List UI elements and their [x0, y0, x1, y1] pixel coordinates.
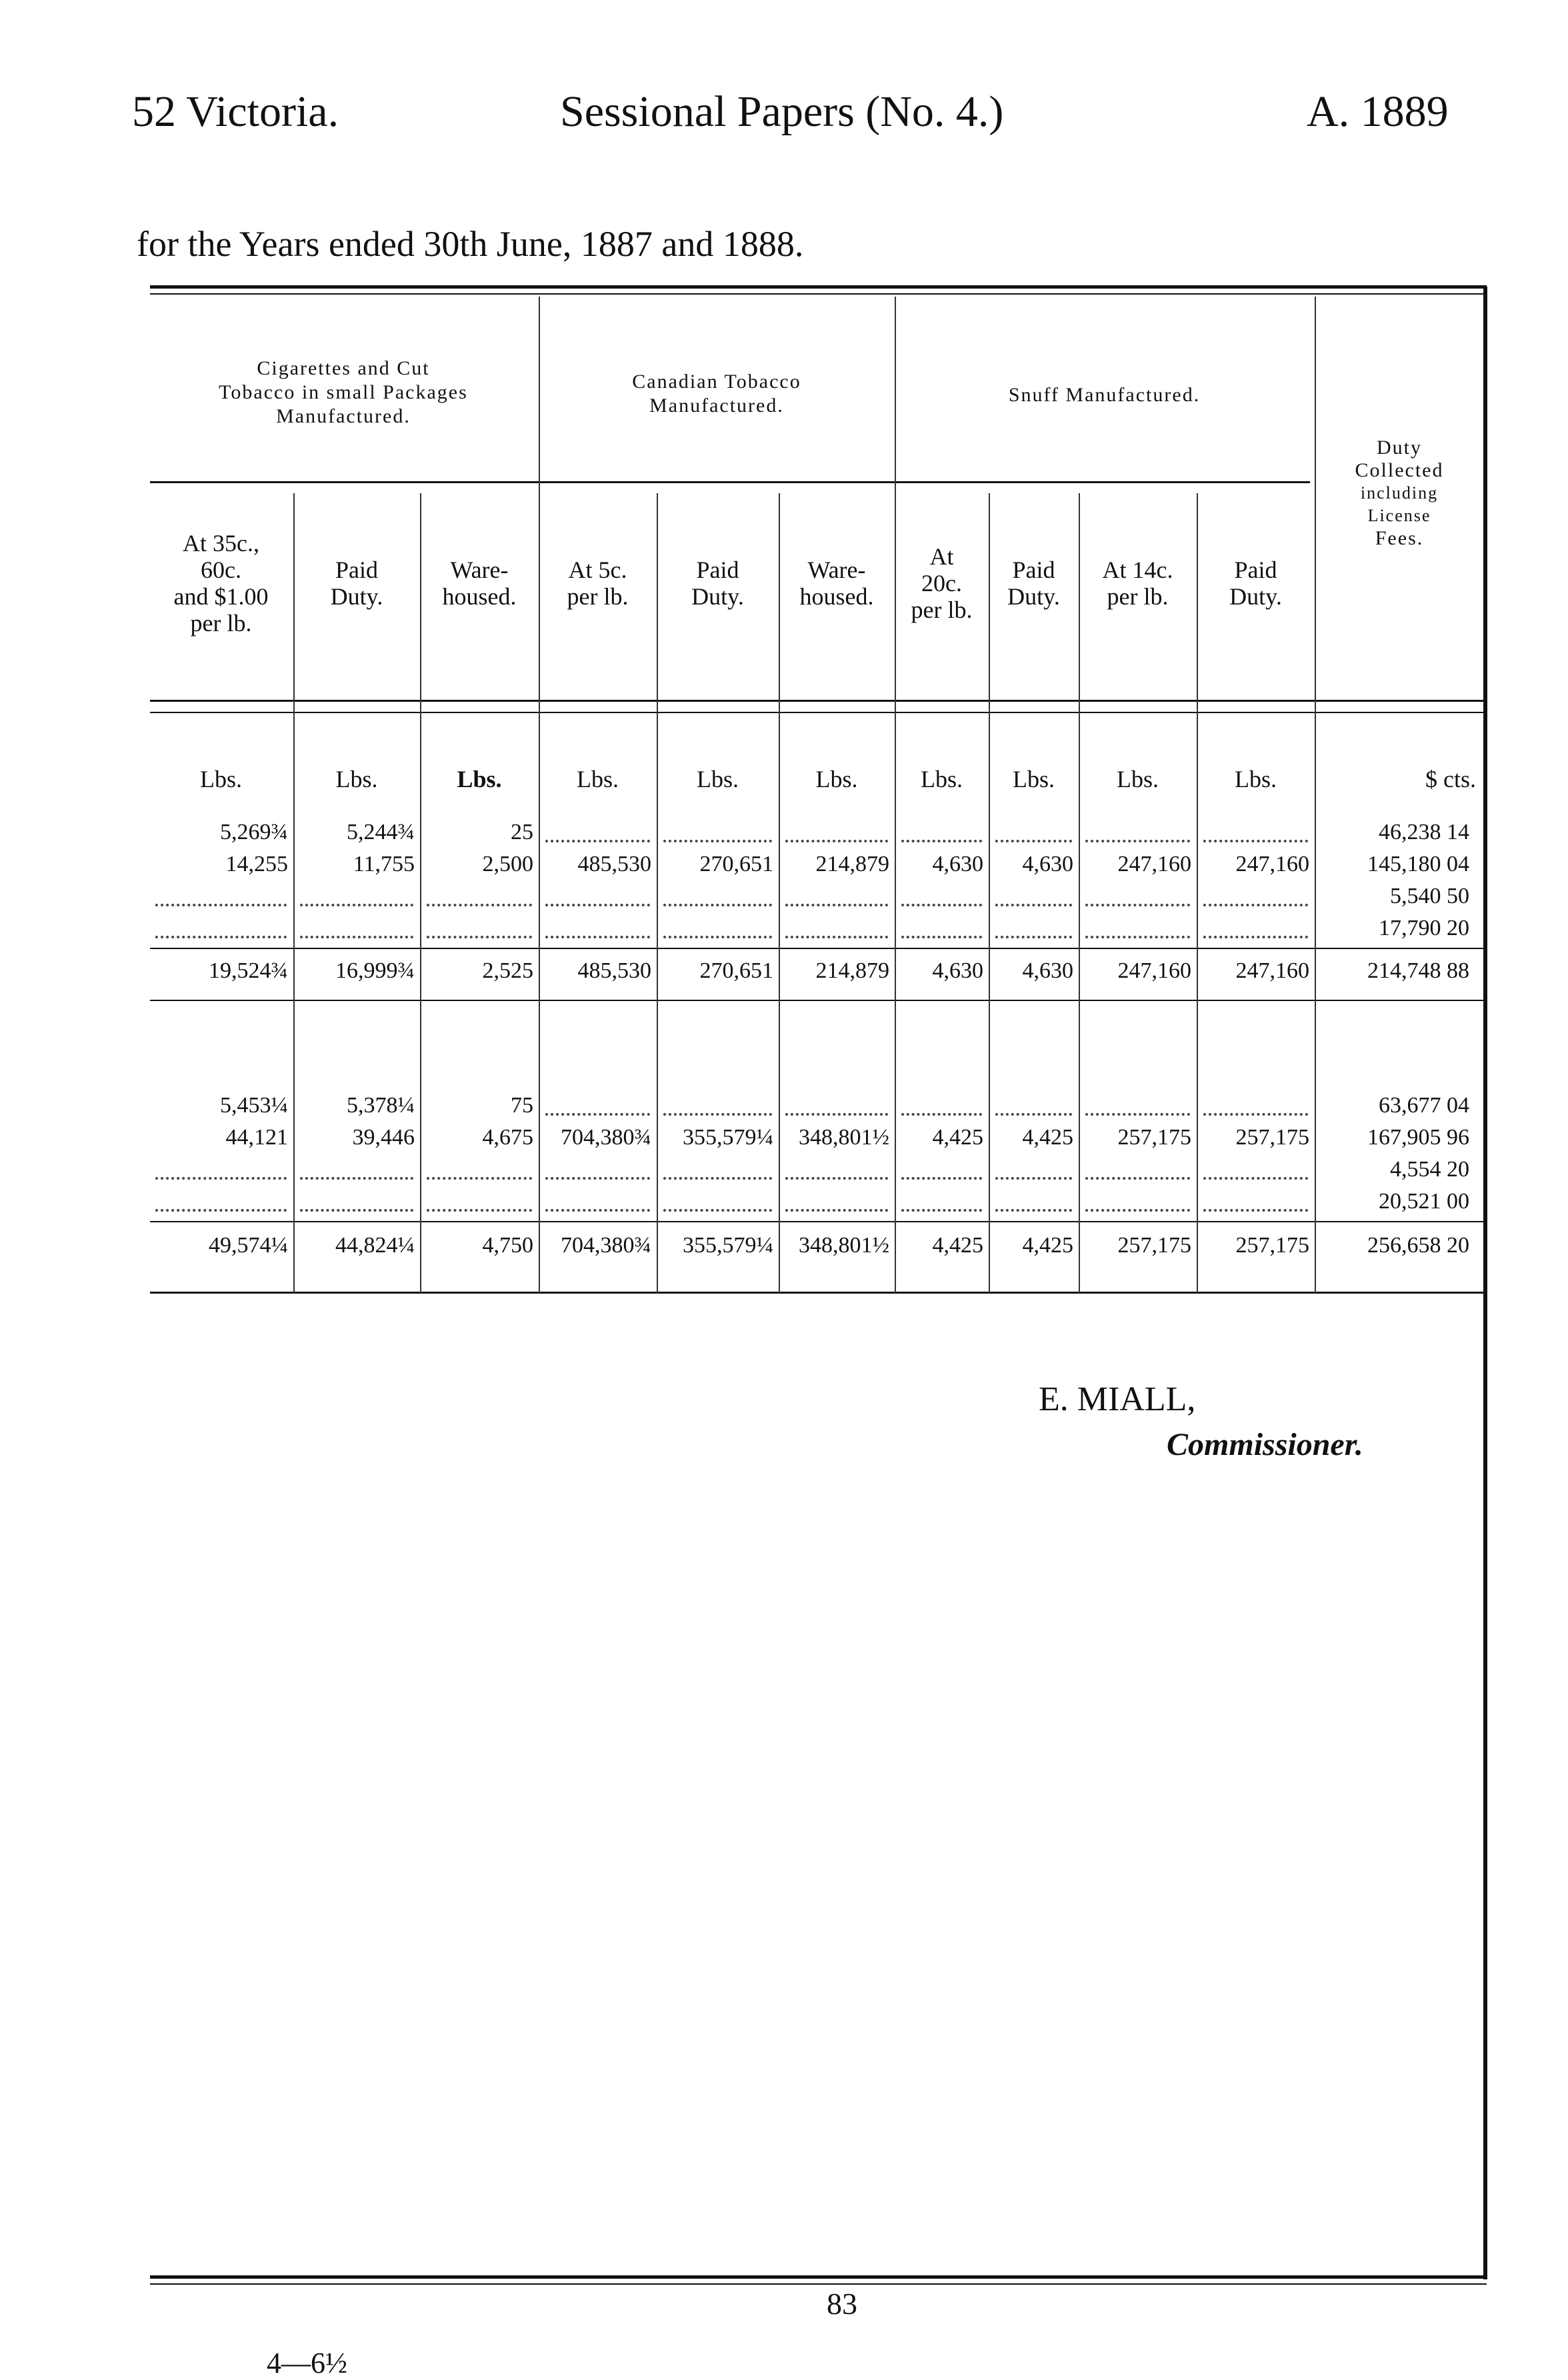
dot-leader — [545, 1113, 650, 1116]
column-header-line: At 35c., — [183, 530, 259, 557]
group-header-line: Duty — [1377, 437, 1422, 459]
section1-total-bottom-rule — [150, 1000, 1487, 1001]
unit-label: Lbs. — [577, 766, 619, 792]
table-cell: 39,446 — [352, 1125, 415, 1150]
total-cell: 256,658 20 — [1367, 1233, 1469, 1258]
column-header-bottom-rule-thin — [150, 712, 1487, 713]
total-cell: 4,750 — [482, 1233, 533, 1258]
dot-leader — [901, 1113, 982, 1116]
dot-leader — [155, 904, 287, 906]
dot-leader — [901, 1177, 982, 1180]
group-header-line: Manufactured. — [649, 395, 784, 417]
table-cell: 4,675 — [482, 1125, 533, 1150]
dot-leader — [663, 1209, 772, 1212]
dot-leader — [427, 904, 532, 906]
group-header-line: Canadian Tobacco — [632, 371, 801, 393]
column-header-line: per lb. — [1107, 583, 1169, 610]
dot-leader — [1203, 1209, 1308, 1212]
total-cell: 247,160 — [1235, 958, 1309, 983]
table-top-rule — [150, 285, 1487, 289]
column-header-at-5c — [540, 557, 655, 610]
table-cell: 4,554 20 — [1390, 1157, 1469, 1182]
dot-leader — [785, 840, 888, 842]
total-cell: 348,801½ — [799, 1233, 889, 1258]
dot-leader — [1085, 936, 1190, 938]
column-header-line: At — [929, 543, 954, 570]
unit-label: Lbs. — [921, 766, 963, 792]
column-header-bottom-rule — [150, 700, 1487, 702]
column-header-line: At 14c. — [1102, 557, 1173, 583]
total-cell: 49,574¼ — [209, 1233, 288, 1258]
column-divider — [657, 493, 658, 1293]
dot-leader — [300, 1209, 413, 1212]
page-number: 83 — [827, 2287, 857, 2321]
column-header-line: per lb. — [190, 610, 252, 636]
total-cell: 16,999¾ — [335, 958, 415, 983]
group-header-cigarettes — [150, 357, 537, 429]
header-title: Sessional Papers (No. 4.) — [560, 87, 1004, 136]
group-header-line: Tobacco in small Packages — [219, 381, 468, 403]
column-divider — [1197, 493, 1198, 1293]
dot-leader — [300, 1177, 413, 1180]
column-divider — [293, 493, 295, 1293]
column-header-warehoused — [780, 557, 893, 610]
column-header-line: per lb. — [567, 583, 629, 610]
dot-leader — [545, 840, 650, 842]
total-cell: 270,651 — [699, 958, 773, 983]
dot-leader — [1203, 936, 1308, 938]
table-cell: 75 — [511, 1093, 533, 1118]
unit-label: Lbs. — [697, 766, 739, 792]
table-cell: 247,160 — [1117, 852, 1191, 876]
total-cell: 247,160 — [1117, 958, 1191, 983]
table-top-rule-thin — [150, 293, 1487, 295]
column-header-line: Duty. — [330, 583, 383, 610]
total-cell: 214,879 — [815, 958, 889, 983]
dot-leader — [427, 1209, 532, 1212]
column-header-paid-duty — [658, 557, 777, 610]
column-header-line: 20c. — [921, 570, 962, 596]
table-cell: 14,255 — [225, 852, 288, 876]
group-header-line: including — [1360, 483, 1439, 503]
dot-leader — [1203, 1113, 1308, 1116]
sheet-signature: 4—6½ — [267, 2347, 347, 2379]
dot-leader — [785, 1177, 888, 1180]
dot-leader — [785, 1113, 888, 1116]
group-header-duty-collected — [1316, 437, 1483, 550]
table-cell: 2,500 — [482, 852, 533, 876]
dot-leader — [995, 1177, 1072, 1180]
column-header-line: Duty. — [691, 583, 744, 610]
section1-total-top-rule — [150, 948, 1487, 949]
table-cell: 11,755 — [353, 852, 415, 876]
total-cell: 4,425 — [932, 1233, 983, 1258]
dot-leader — [1085, 904, 1190, 906]
column-header-at-20c — [896, 543, 987, 623]
unit-label: Lbs. — [200, 766, 242, 792]
dot-leader — [901, 936, 982, 938]
column-header-at-35c — [150, 530, 292, 636]
signature-name: E. MIALL, — [1039, 1380, 1196, 1418]
dot-leader — [1203, 1177, 1308, 1180]
column-header-line: per lb. — [911, 596, 973, 623]
dot-leader — [785, 936, 888, 938]
column-header-line: Paid — [696, 557, 739, 583]
total-cell: 19,524¾ — [209, 958, 288, 983]
dot-leader — [901, 840, 982, 842]
table-cell: 5,453¼ — [220, 1093, 288, 1118]
group-header-line: License — [1367, 506, 1431, 525]
dot-leader — [663, 1113, 772, 1116]
total-cell: 4,630 — [1022, 958, 1073, 983]
dot-leader — [901, 904, 982, 906]
column-header-paid-duty — [990, 557, 1077, 610]
table-cell: 4,425 — [1022, 1125, 1073, 1150]
total-cell: 257,175 — [1235, 1233, 1309, 1258]
group-header-line: Fees. — [1375, 527, 1424, 549]
table-cell: 20,521 00 — [1379, 1189, 1469, 1214]
total-cell: 257,175 — [1117, 1233, 1191, 1258]
total-cell: 4,630 — [932, 958, 983, 983]
total-cell: 214,748 88 — [1367, 958, 1469, 983]
table-cell: 44,121 — [225, 1125, 288, 1150]
table-cell: 214,879 — [815, 852, 889, 876]
total-cell: 355,579¼ — [683, 1233, 773, 1258]
column-divider — [779, 493, 780, 1293]
footer-rule — [150, 2275, 1487, 2279]
header-year: A. 1889 — [1307, 87, 1449, 136]
unit-label-dollars: $ cts. — [1425, 766, 1476, 792]
group-header-canadian-tobacco — [540, 370, 893, 418]
column-header-paid-duty — [1198, 557, 1313, 610]
total-cell: 44,824¼ — [335, 1233, 415, 1258]
unit-label: Lbs. — [1235, 766, 1277, 792]
table-cell: 485,530 — [577, 852, 651, 876]
dot-leader — [1203, 840, 1308, 842]
column-header-line: 60c. — [201, 557, 241, 583]
column-header-line: and $1.00 — [173, 583, 269, 610]
dot-leader — [545, 1177, 650, 1180]
group-header-line: Manufactured. — [276, 405, 411, 427]
table-cell: 257,175 — [1117, 1125, 1191, 1150]
signature-title: Commissioner. — [1167, 1427, 1363, 1462]
column-header-line: Duty. — [1229, 583, 1282, 610]
column-header-at-14c — [1080, 557, 1195, 610]
column-header-line: housed. — [799, 583, 874, 610]
table-cell: 4,425 — [932, 1125, 983, 1150]
dot-leader — [1085, 840, 1190, 842]
column-header-line: Paid — [335, 557, 378, 583]
dot-leader — [300, 904, 413, 906]
dot-leader — [663, 1177, 772, 1180]
footer-rule-thin — [150, 2283, 1487, 2285]
dot-leader — [901, 1209, 982, 1212]
table-cell: 4,630 — [932, 852, 983, 876]
dot-leader — [1085, 1113, 1190, 1116]
group-header-line: Cigarettes and Cut — [257, 357, 430, 379]
column-header-line: Ware- — [807, 557, 866, 583]
column-header-line: Ware- — [450, 557, 509, 583]
unit-label: Lbs. — [1013, 766, 1055, 792]
unit-label: Lbs. — [335, 766, 378, 792]
table-cell: 704,380¾ — [561, 1125, 651, 1150]
total-cell: 485,530 — [577, 958, 651, 983]
dot-leader — [663, 904, 772, 906]
dot-leader — [427, 1177, 532, 1180]
dot-leader — [995, 904, 1072, 906]
unit-label: Lbs. — [1117, 766, 1159, 792]
dot-leader — [545, 936, 650, 938]
dot-leader — [995, 840, 1072, 842]
dot-leader — [995, 1209, 1072, 1212]
group-header-line: Collected — [1355, 459, 1444, 481]
table-cell: 5,244¾ — [347, 820, 415, 844]
dot-leader — [995, 936, 1072, 938]
table-cell: 247,160 — [1235, 852, 1309, 876]
dot-leader — [1085, 1177, 1190, 1180]
table-cell: 355,579¼ — [683, 1125, 773, 1150]
group-header-line: Snuff Manufactured. — [1008, 384, 1201, 406]
dot-leader — [155, 936, 287, 938]
dot-leader — [545, 904, 650, 906]
table-cell: 167,905 96 — [1367, 1125, 1469, 1150]
group-header-snuff — [896, 383, 1313, 407]
group-divider-rule — [150, 481, 1310, 483]
column-header-line: Paid — [1234, 557, 1277, 583]
table-cell: 257,175 — [1235, 1125, 1309, 1150]
table-cell: 5,378¼ — [347, 1093, 415, 1118]
dot-leader — [995, 1113, 1072, 1116]
table-cell: 63,677 04 — [1379, 1093, 1469, 1118]
column-header-line: Duty. — [1007, 583, 1060, 610]
total-cell: 704,380¾ — [561, 1233, 651, 1258]
column-header-paid-duty — [295, 557, 419, 610]
column-header-line: Paid — [1012, 557, 1055, 583]
dot-leader — [785, 904, 888, 906]
section2-total-top-rule — [150, 1221, 1487, 1222]
table-cell: 145,180 04 — [1367, 852, 1469, 876]
table-cell: 5,269¾ — [220, 820, 288, 844]
unit-label: Lbs. — [815, 766, 858, 792]
total-cell: 4,425 — [1022, 1233, 1073, 1258]
dot-leader — [1203, 904, 1308, 906]
table-cell: 5,540 50 — [1390, 884, 1469, 908]
dot-leader — [663, 936, 772, 938]
dot-leader — [155, 1177, 287, 1180]
dot-leader — [155, 1209, 287, 1212]
column-divider — [1079, 493, 1080, 1293]
dot-leader — [785, 1209, 888, 1212]
column-header-line: housed. — [442, 583, 517, 610]
table-cell: 4,630 — [1022, 852, 1073, 876]
dot-leader — [663, 840, 772, 842]
table-cell: 17,790 20 — [1379, 916, 1469, 940]
table-bottom-rule — [150, 1292, 1487, 1294]
table-cell: 25 — [511, 820, 533, 844]
column-header-line: At 5c. — [568, 557, 627, 583]
column-divider — [420, 493, 421, 1293]
dot-leader — [427, 936, 532, 938]
dot-leader — [1085, 1209, 1190, 1212]
page-subtitle: for the Years ended 30th June, 1887 and 1888. — [137, 224, 804, 264]
table-cell: 270,651 — [699, 852, 773, 876]
unit-label: Lbs. — [457, 766, 502, 792]
table-cell: 348,801½ — [799, 1125, 889, 1150]
dot-leader — [545, 1209, 650, 1212]
dot-leader — [300, 936, 413, 938]
total-cell: 2,525 — [482, 958, 533, 983]
header-session: 52 Victoria. — [132, 87, 339, 136]
column-divider — [989, 493, 990, 1293]
right-margin-rule — [1483, 287, 1487, 2279]
column-header-warehoused — [421, 557, 537, 610]
table-cell: 46,238 14 — [1379, 820, 1469, 844]
